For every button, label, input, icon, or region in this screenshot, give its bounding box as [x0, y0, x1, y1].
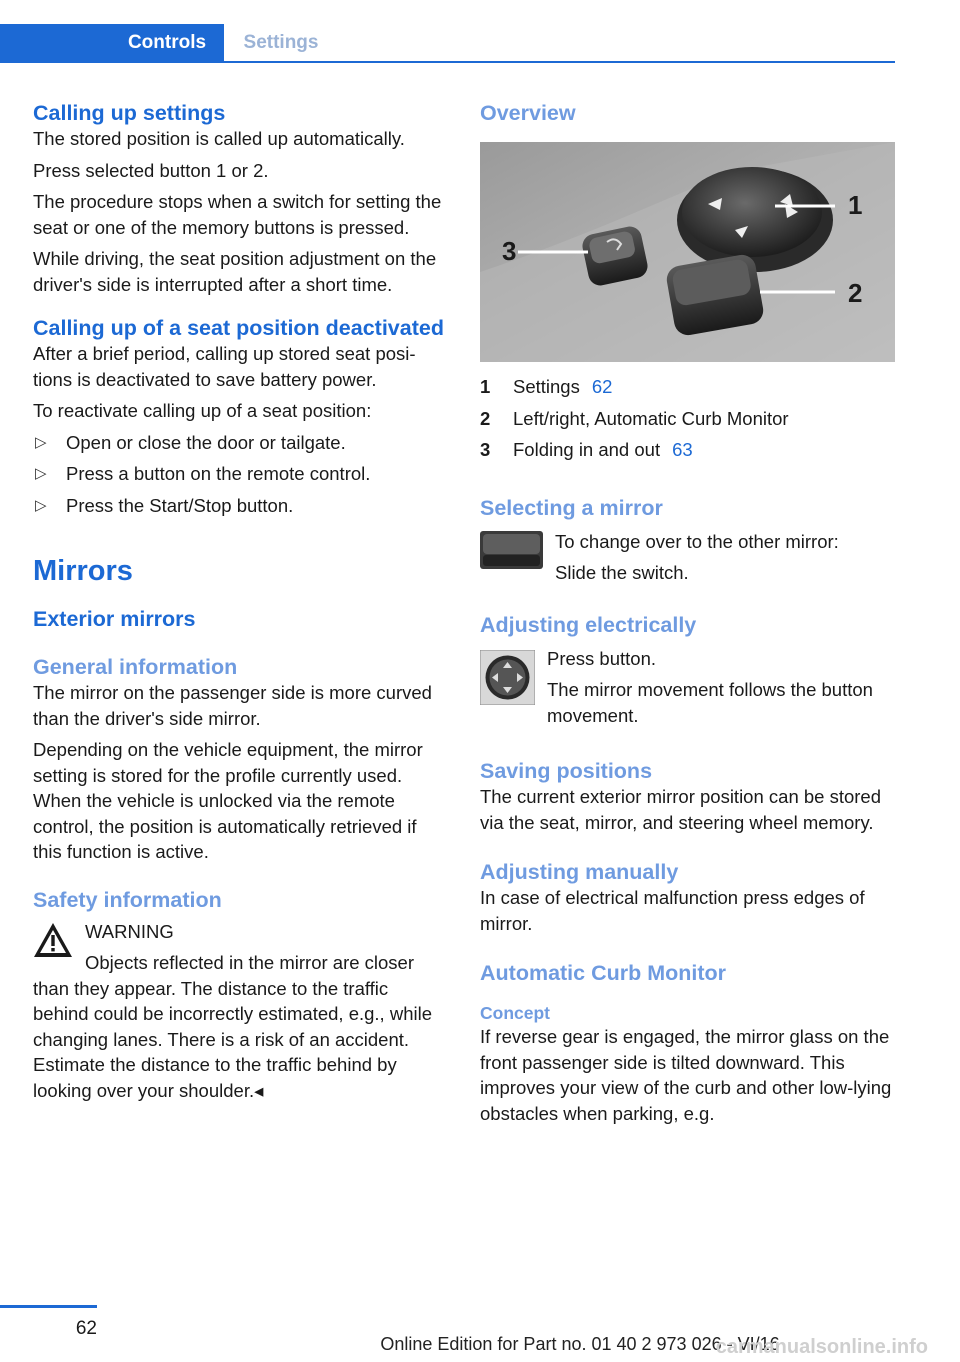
callout-3: 3 — [502, 236, 517, 266]
legend-label: Folding in and out — [513, 439, 661, 460]
bullet-triangle-icon: ▷ — [35, 496, 47, 514]
footer-edition: Online Edition for Part no. 01 40 2 973 026 - VI/16 — [380, 1334, 780, 1354]
text-press-button: Press selected button 1 or 2. — [33, 159, 269, 181]
legend-num: 2 — [480, 407, 491, 429]
heading-concept: Concept — [480, 1003, 550, 1023]
tab-controls[interactable] — [0, 24, 224, 61]
legend-row — [480, 406, 895, 432]
mirror-controls-image — [480, 142, 895, 362]
text-change-over: To change over to the other mirror: — [555, 530, 839, 552]
heading-adjusting-electrically: Adjusting electrically — [480, 612, 697, 637]
page-ref-link[interactable]: 63 — [672, 439, 693, 460]
warning-triangle-icon — [33, 921, 73, 959]
list-item: ▷ Press the Start/Stop button. — [33, 493, 448, 519]
mirror-switch-icon — [480, 531, 543, 569]
selecting-block — [480, 529, 895, 586]
legend-label: Left/right, Automatic Curb Monitor — [513, 407, 789, 429]
heading-mirrors: Mirrors — [33, 555, 133, 587]
text-after-brief-period: After a brief period, calling up stored seat positions is deactivated to save battery power. — [33, 343, 416, 390]
right-column — [480, 100, 895, 1126]
heading-adjusting-manually: Adjusting manually — [480, 860, 679, 884]
watermark: carmanualsonline.info — [715, 1336, 928, 1358]
text-procedure-stops: The procedure stops when a switch for setting the seat or one of the memory buttons is pressed. — [33, 191, 442, 238]
legend-num: 3 — [480, 439, 491, 460]
heading-saving-positions: Saving positions — [480, 759, 653, 783]
text-slide-switch: Slide the switch. — [555, 562, 689, 583]
list-item: ▷ Press a button on the remote control. — [33, 461, 448, 487]
text-passenger-mirror-curved: The mirror on the passenger side is more curved than the driver's side mirror. — [33, 682, 432, 729]
text-to-reactivate: To reactivate calling up of a seat position: — [33, 400, 372, 421]
page-number: 62 — [0, 1305, 97, 1340]
page-ref-link[interactable]: 62 — [591, 376, 613, 397]
list-item: ▷ Open or close the door or tailgate. — [33, 430, 448, 456]
left-column — [33, 100, 448, 1103]
text-adjusting-manually: In case of electrical malfunction press edges of mirror. — [480, 887, 865, 934]
heading-calling-up-settings: Calling up settings — [33, 101, 226, 125]
warning-text: Objects reflected in the mirror are closer than they appear. The distance to the traffic behind could be incorrectly estimated, e.g., while changing lanes. There is a risk of an accident. Estimate the distance to the traffic behind by looking over your shoulder.◂ — [33, 952, 432, 1101]
warning-block — [33, 919, 448, 1104]
heading-safety-information: Safety information — [33, 887, 222, 912]
overview-legend — [480, 374, 895, 463]
text-saving-positions: The current exterior mirror position can be stored via the seat, mirror, and steering wheel memory. — [480, 786, 882, 833]
tab-controls-label: Controls — [127, 32, 207, 53]
text-press-button-mirror: Press button. — [547, 647, 657, 669]
text-curb-concept: If reverse gear is engaged, the mirror glass on the front passenger side is tilted downward. This improves your view of the curb and other low-lying obstacles when parking, e.g. — [480, 1026, 892, 1124]
reactivate-list — [33, 430, 448, 519]
legend-row — [480, 437, 895, 463]
bullet-triangle-icon: ▷ — [35, 465, 47, 482]
callout-2: 2 — [848, 278, 863, 308]
callout-1: 1 — [848, 190, 863, 220]
text-mirror-movement: The mirror movement follows the button movement. — [547, 679, 873, 726]
bullet-triangle-icon: ▷ — [35, 433, 47, 451]
legend-label: Settings — [513, 376, 580, 397]
heading-seat-position-deactivated: Calling up of a seat position deactivated — [33, 316, 444, 340]
legend-num: 1 — [480, 376, 491, 397]
legend-row — [480, 374, 895, 400]
heading-exterior-mirrors: Exterior mirrors — [33, 607, 196, 631]
text-while-driving: While driving, the seat position adjustment on the driver's side is interrupted after a short time. — [33, 248, 437, 295]
warning-label: WARNING — [85, 920, 174, 942]
heading-general-information: General information — [33, 655, 238, 679]
heading-selecting-mirror: Selecting a mirror — [480, 495, 663, 520]
heading-automatic-curb-monitor: Automatic Curb Monitor — [480, 961, 727, 985]
heading-overview: Overview — [480, 101, 576, 125]
text-mirror-setting-stored: Depending on the vehicle equipment, the mirror setting is stored for the profile currently used. When the vehicle is unlocked via the remote control, the position is automatically retrieved if this function is active. — [33, 739, 423, 862]
adjusting-block — [480, 646, 895, 729]
header-tabbar — [0, 24, 895, 63]
text-called-up-auto: The stored position is called up automatically. — [33, 128, 405, 149]
mirror-adjust-button-icon — [480, 650, 535, 705]
tab-settings[interactable]: Settings — [243, 32, 319, 53]
